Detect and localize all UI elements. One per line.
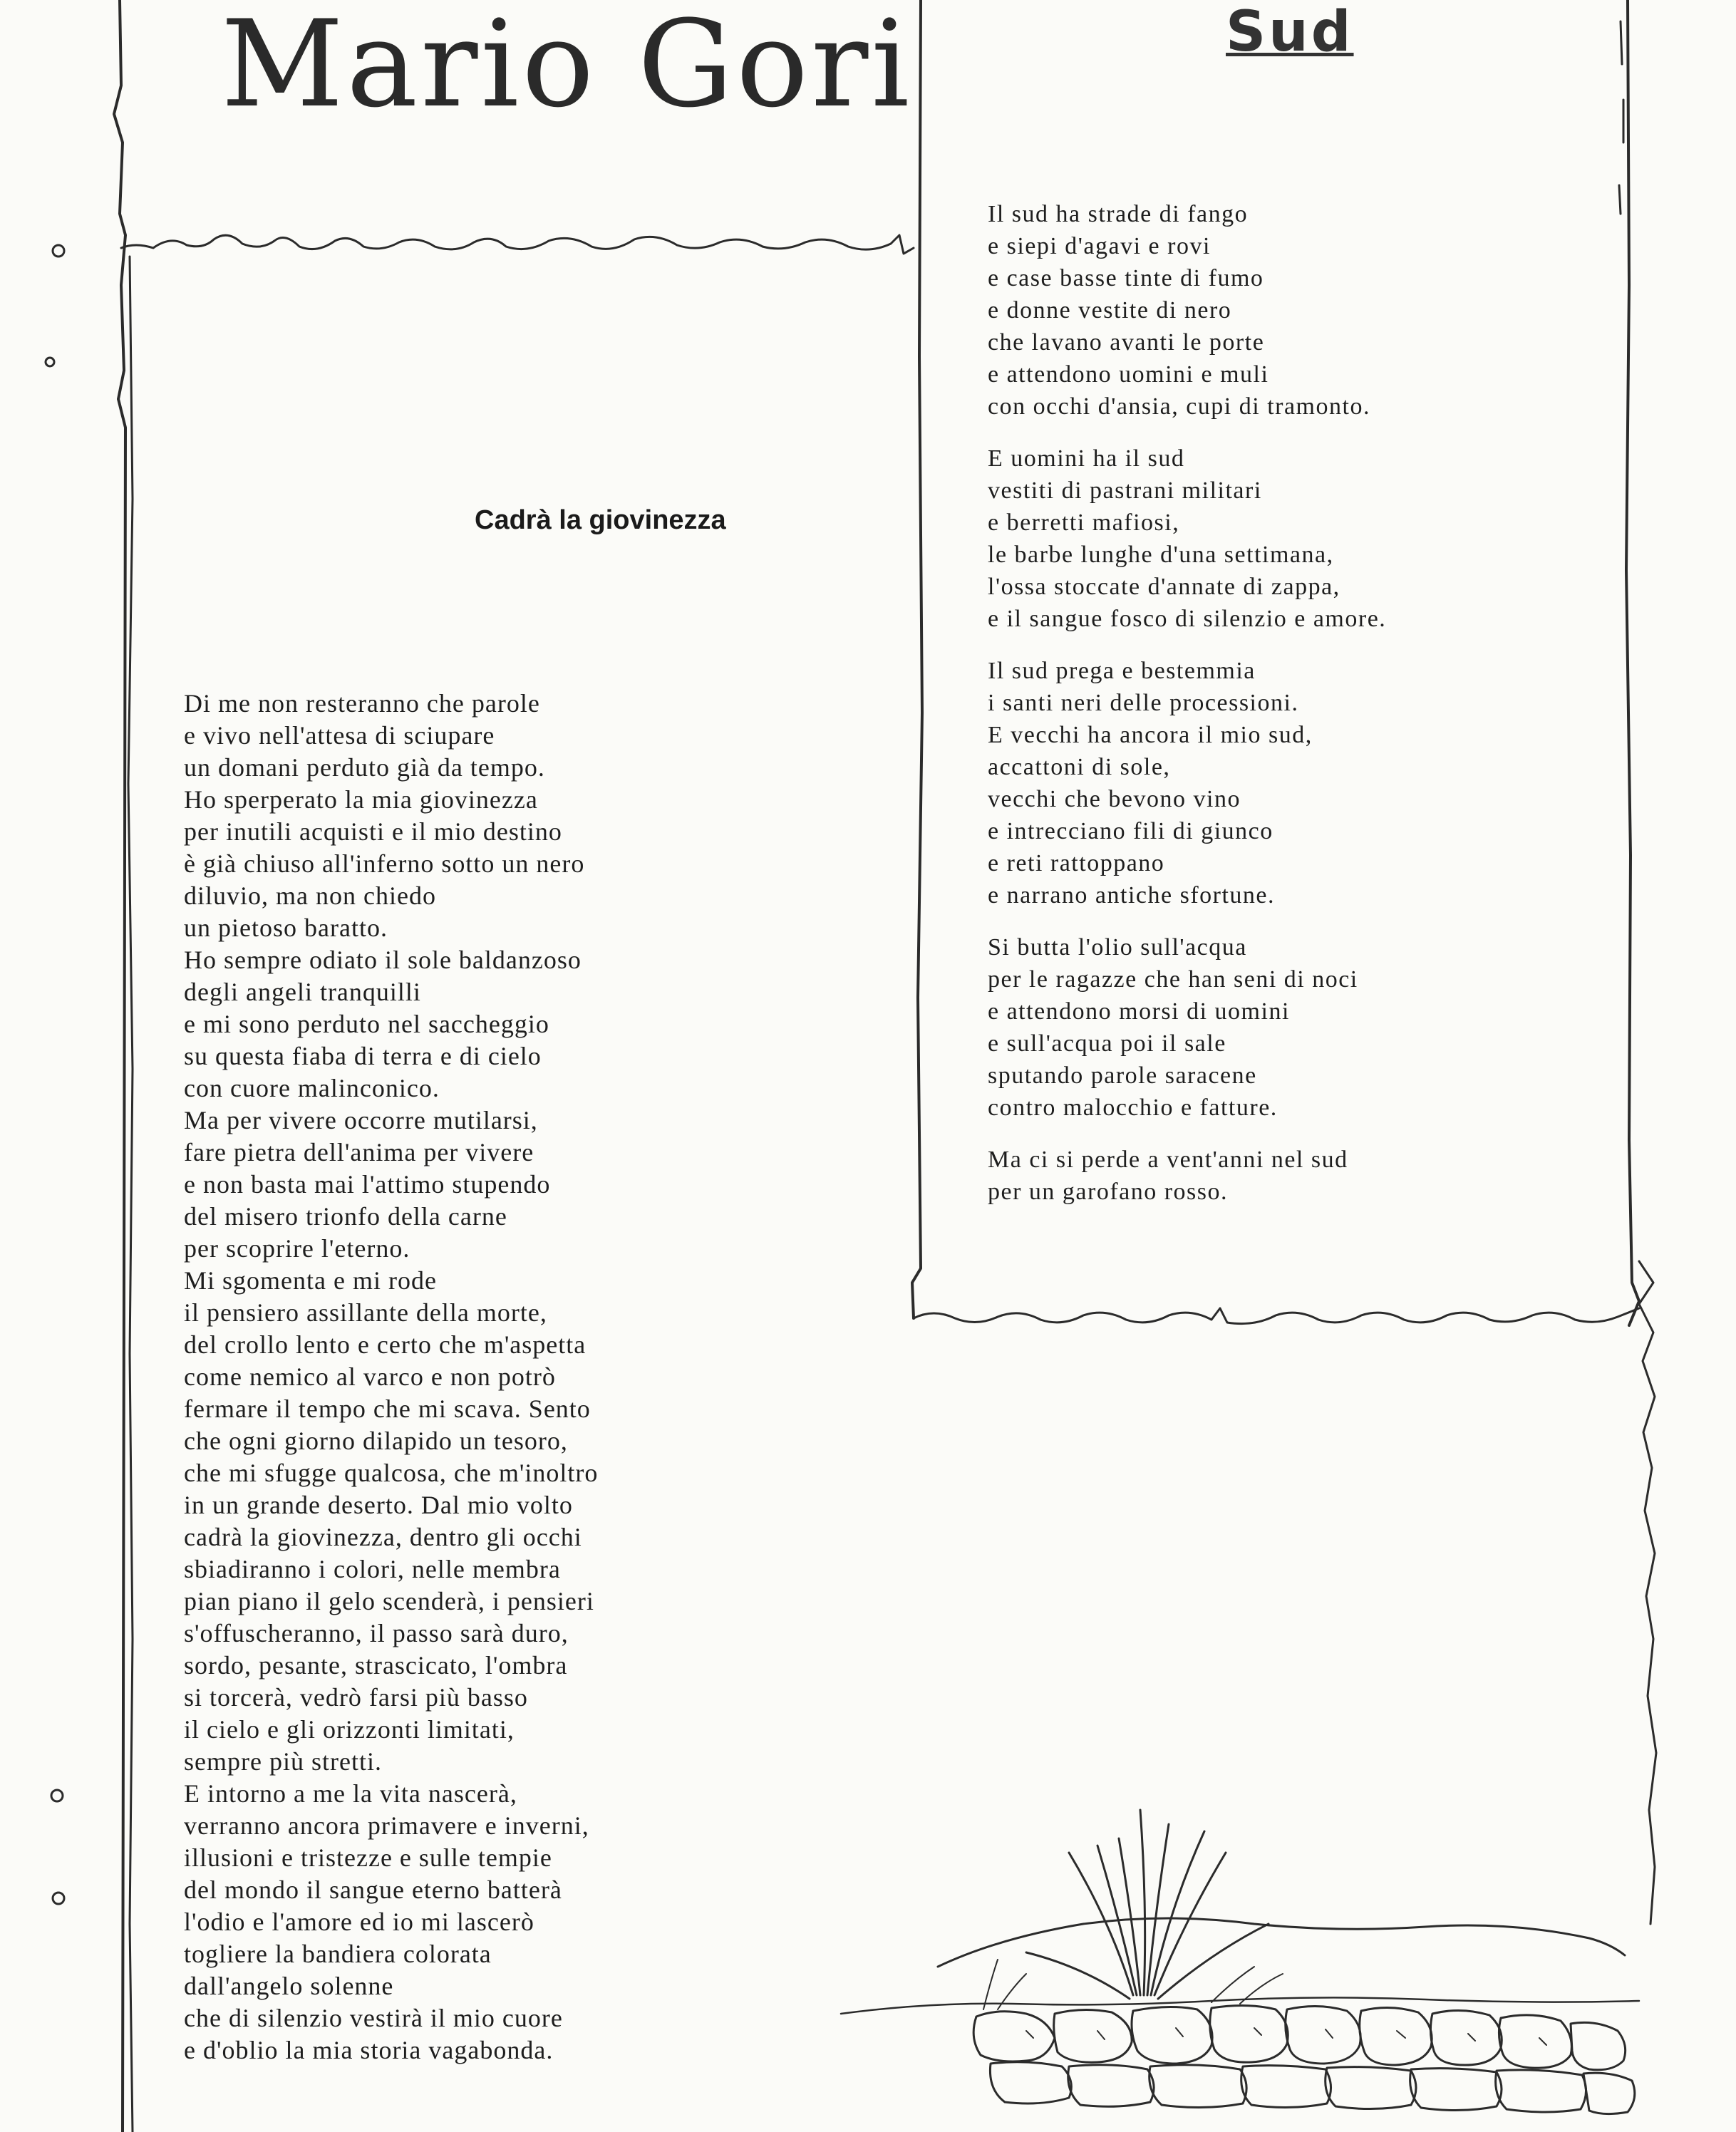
poem-line: e berretti mafiosi, (988, 509, 1180, 536)
poem-line: vestiti di pastrani militari (988, 477, 1262, 504)
poem-line: fare pietra dell'anima per vivere (184, 1138, 534, 1166)
poem-line: e donne vestite di nero (988, 297, 1232, 324)
wavy-divider-left (121, 235, 914, 254)
right-poem-body (988, 198, 1558, 1228)
binder-hole (53, 1893, 64, 1904)
poem-line: come nemico al varco e non potrò (184, 1362, 556, 1391)
poem-line: verranno ancora primavere e inverni, (184, 1811, 589, 1840)
poem-line: illusioni e tristezze e sulle tempie (184, 1843, 552, 1872)
poem-line: E intorno a me la vita nascerà, (184, 1779, 517, 1808)
poem-line: del crollo lento e certo che m'aspetta (184, 1330, 587, 1359)
poem-line: le barbe lunghe d'una settimana, (988, 542, 1334, 568)
poem-line: per le ragazze che han seni di noci (988, 966, 1358, 993)
poem-line: e il sangue fosco di silenzio e amore. (988, 606, 1387, 632)
poem-line: per un garofano rosso. (988, 1179, 1229, 1205)
poem-line: e mi sono perduto nel saccheggio (184, 1010, 549, 1038)
poem-line: il cielo e gli orizzonti limitati, (184, 1715, 515, 1744)
poem-line: e siepi d'agavi e rovi (988, 233, 1211, 259)
poem-line: sordo, pesante, strascicato, l'ombra (184, 1651, 568, 1680)
poem-line: Ma ci si perde a vent'anni nel sud (988, 1147, 1348, 1173)
binder-hole (51, 1790, 63, 1801)
binder-hole (46, 358, 54, 366)
poem-line: il pensiero assillante della morte, (184, 1298, 547, 1327)
left-poem-title: Cadrà la giovinezza (475, 505, 726, 535)
stanza (988, 443, 1558, 635)
poem-line: su questa fiaba di terra e di cielo (184, 1042, 542, 1070)
poem-line: degli angeli tranquilli (184, 978, 421, 1006)
poem-line: e attendono uomini e muli (988, 361, 1269, 388)
poem-line: che ogni giorno dilapido un tesoro, (184, 1427, 568, 1455)
poem-line: e case basse tinte di fumo (988, 265, 1264, 291)
poem-line: che mi sfugge qualcosa, che m'inoltro (184, 1459, 599, 1487)
poem-line: i santi neri delle processioni. (988, 690, 1299, 716)
poem-line: per scoprire l'eterno. (184, 1234, 410, 1263)
stanza (988, 1144, 1558, 1208)
stanza (988, 655, 1558, 911)
poem-line: dall'angelo solenne (184, 1972, 394, 2000)
poem-line: sputando parole saracene (988, 1062, 1257, 1089)
poem-line: in un grande deserto. Dal mio volto (184, 1491, 573, 1519)
left-column-inner-border (128, 257, 133, 2132)
poem-line: un domani perduto già da tempo. (184, 753, 545, 782)
stanza (988, 931, 1558, 1124)
poem-line: con occhi d'ansia, cupi di tramonto. (988, 393, 1370, 420)
poem-line: e vivo nell'attesa di sciupare (184, 721, 495, 750)
poem-line: e narrano antiche sfortune. (988, 882, 1275, 909)
poem-line: pian piano il gelo scenderà, i pensieri (184, 1587, 594, 1615)
poem-line: contro malocchio e fatture. (988, 1095, 1278, 1121)
poem-line: e sull'acqua poi il sale (988, 1030, 1226, 1057)
poem-line: fermare il tempo che mi scava. Sento (184, 1394, 591, 1423)
poem-line: che lavano avanti le porte (988, 329, 1265, 356)
stanza (988, 198, 1558, 423)
right-margin-marks (1619, 21, 1623, 214)
poem-line: e d'oblio la mia storia vagabonda. (184, 2036, 554, 2064)
poem-line: e attendono morsi di uomini (988, 998, 1290, 1025)
poem-line: E uomini ha il sud (988, 445, 1185, 472)
poem-line: con cuore malinconico. (184, 1074, 440, 1102)
binder-hole (53, 245, 64, 257)
poem-line: del mondo il sangue eterno batterà (184, 1875, 562, 1904)
poem-line: vecchi che bevono vino (988, 786, 1241, 812)
right-box-right-edge (1626, 0, 1639, 1325)
poem-line: un pietoso baratto. (184, 914, 388, 942)
poem-line: si torcerà, vedrò farsi più basso (184, 1683, 528, 1712)
poem-line: sempre più stretti. (184, 1747, 382, 1776)
landscape-illustration (841, 1810, 1639, 2114)
poem-line: Ma per vivere occorre mutilarsi, (184, 1106, 538, 1134)
poem-line: Il sud ha strade di fango (988, 201, 1249, 227)
poem-line: Mi sgomenta e mi rode (184, 1266, 437, 1295)
poem-line: del misero trionfo della carne (184, 1202, 507, 1231)
poem-line: accattoni di sole, (988, 754, 1171, 780)
poem-line: sbiadiranno i colori, nelle membra (184, 1555, 561, 1583)
poem-line: s'offuscheranno, il passo sarà duro, (184, 1619, 569, 1647)
poem-line: cadrà la giovinezza, dentro gli occhi (184, 1523, 582, 1551)
poem-line: e intrecciano fili di giunco (988, 818, 1273, 844)
poem-line: Di me non resteranno che parole (184, 689, 540, 718)
right-box-left-edge (912, 0, 922, 1318)
poem-line: Si butta l'olio sull'acqua (988, 934, 1247, 961)
author-name-heading: Mario Gori (221, 0, 913, 134)
poem-line: l'ossa stoccate d'annate di zappa, (988, 574, 1340, 600)
left-column-border (114, 0, 125, 2132)
poem-line: per inutili acquisti e il mio destino (184, 817, 562, 846)
poem-line: e non basta mai l'attimo stupendo (184, 1170, 551, 1199)
right-outer-edge (1639, 1261, 1656, 1924)
poem-line: e reti rattoppano (988, 850, 1165, 876)
poem-line: Ho sperperato la mia giovinezza (184, 785, 538, 814)
poem-line: è già chiuso all'inferno sotto un nero (184, 849, 585, 878)
poem-line: togliere la bandiera colorata (184, 1940, 492, 1968)
left-poem-body (184, 688, 754, 2066)
poem-line: Il sud prega e bestemmia (988, 658, 1256, 684)
poem-line: diluvio, ma non chiedo (184, 881, 436, 910)
wavy-divider-right-bottom (914, 1308, 1639, 1324)
poem-line: che di silenzio vestirà il mio cuore (184, 2004, 563, 2032)
poem-line: E vecchi ha ancora il mio sud, (988, 722, 1313, 748)
right-poem-title: Sud (1226, 0, 1354, 64)
poem-line: Ho sempre odiato il sole baldanzoso (184, 946, 582, 974)
poem-line: l'odio e l'amore ed io mi lascerò (184, 1908, 534, 1936)
